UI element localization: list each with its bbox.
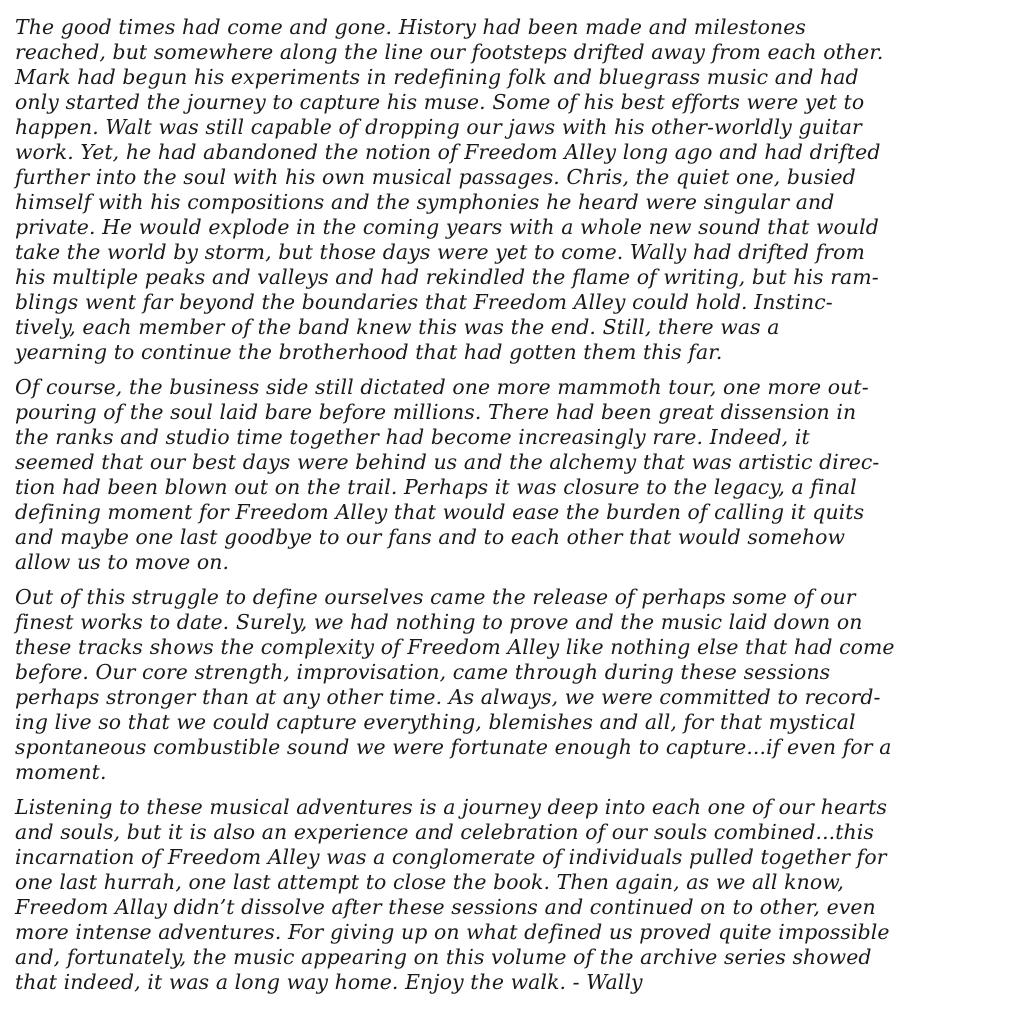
text-line: happen. Walt was still capable of dropping our jaws with his other-worldly guitar bbox=[15, 115, 862, 139]
text-line: one last hurrah, one last attempt to close the book. Then again, as we all know, bbox=[15, 870, 844, 894]
text-line: Listening to these musical adventures is a journey deep into each one of our hearts bbox=[15, 795, 888, 819]
text-line: and souls, but it is also an experience and celebration of our souls combined...this bbox=[15, 820, 874, 844]
text-line: Of course, the business side still dictated one more mammoth tour, one more out- bbox=[15, 375, 869, 399]
paragraph-3 bbox=[15, 585, 1015, 785]
text-line: take the world by storm, but those days were yet to come. Wally had drifted from bbox=[15, 240, 865, 264]
paragraph-2 bbox=[15, 375, 1015, 575]
text-line: Out of this struggle to define ourselves came the release of perhaps some of our bbox=[15, 585, 856, 609]
text-line: pouring of the soul laid bare before millions. There had been great dissension in bbox=[15, 400, 857, 424]
text-line: and maybe one last goodbye to our fans and to each other that would somehow bbox=[15, 525, 846, 549]
text-line: only started the journey to capture his muse. Some of his best efforts were yet to bbox=[15, 90, 865, 114]
text-line: the ranks and studio time together had become increasingly rare. Indeed, it bbox=[15, 425, 810, 449]
text-line: moment. bbox=[15, 760, 107, 784]
text-line: reached, but somewhere along the line our footsteps drifted away from each other. bbox=[15, 40, 884, 64]
text-line: himself with his compositions and the symphonies he heard were singular and bbox=[15, 190, 835, 214]
text-line: defining moment for Freedom Alley that would ease the burden of calling it quits bbox=[15, 500, 865, 524]
text-line: yearning to continue the brotherhood that had gotten them this far. bbox=[15, 340, 723, 364]
text-line: before. Our core strength, improvisation, came through during these sessions bbox=[15, 660, 831, 684]
text-line: Mark had begun his experiments in redefining folk and bluegrass music and had bbox=[15, 65, 859, 89]
text-line: ing live so that we could capture everything, blemishes and all, for that mystical bbox=[15, 710, 856, 734]
text-line: private. He would explode in the coming years with a whole new sound that would bbox=[15, 215, 879, 239]
text-line: spontaneous combustible sound we were fortunate enough to capture...if even for a bbox=[15, 735, 892, 759]
text-line: allow us to move on. bbox=[15, 550, 230, 574]
text-line: that indeed, it was a long way home. Enjoy the walk. - Wally bbox=[15, 970, 643, 994]
text-line: further into the soul with his own musical passages. Chris, the quiet one, busied bbox=[15, 165, 856, 189]
text-line: work. Yet, he had abandoned the notion of Freedom Alley long ago and had drifted bbox=[15, 140, 881, 164]
paragraph-1 bbox=[15, 15, 1015, 365]
text-line: incarnation of Freedom Alley was a conglomerate of individuals pulled together for bbox=[15, 845, 887, 869]
text-line: blings went far beyond the boundaries that Freedom Alley could hold. Instinc- bbox=[15, 290, 833, 314]
document-page bbox=[15, 15, 1015, 1005]
text-line: tively, each member of the band knew this was the end. Still, there was a bbox=[15, 315, 780, 339]
text-line: tion had been blown out on the trail. Perhaps it was closure to the legacy, a final bbox=[15, 475, 857, 499]
text-line: Freedom Allay didn’t dissolve after these sessions and continued on to other, even bbox=[15, 895, 876, 919]
text-line: perhaps stronger than at any other time. As always, we were committed to record- bbox=[15, 685, 881, 709]
text-line: more intense adventures. For giving up on what defined us proved quite impossible bbox=[15, 920, 890, 944]
text-line: his multiple peaks and valleys and had rekindled the flame of writing, but his ram- bbox=[15, 265, 879, 289]
paragraph-4 bbox=[15, 795, 1015, 995]
text-line: The good times had come and gone. History had been made and milestones bbox=[15, 15, 807, 39]
text-line: and, fortunately, the music appearing on this volume of the archive series showed bbox=[15, 945, 872, 969]
text-line: these tracks shows the complexity of Freedom Alley like nothing else that had come bbox=[15, 635, 895, 659]
text-line: seemed that our best days were behind us and the alchemy that was artistic direc- bbox=[15, 450, 880, 474]
text-line: finest works to date. Surely, we had nothing to prove and the music laid down on bbox=[15, 610, 863, 634]
